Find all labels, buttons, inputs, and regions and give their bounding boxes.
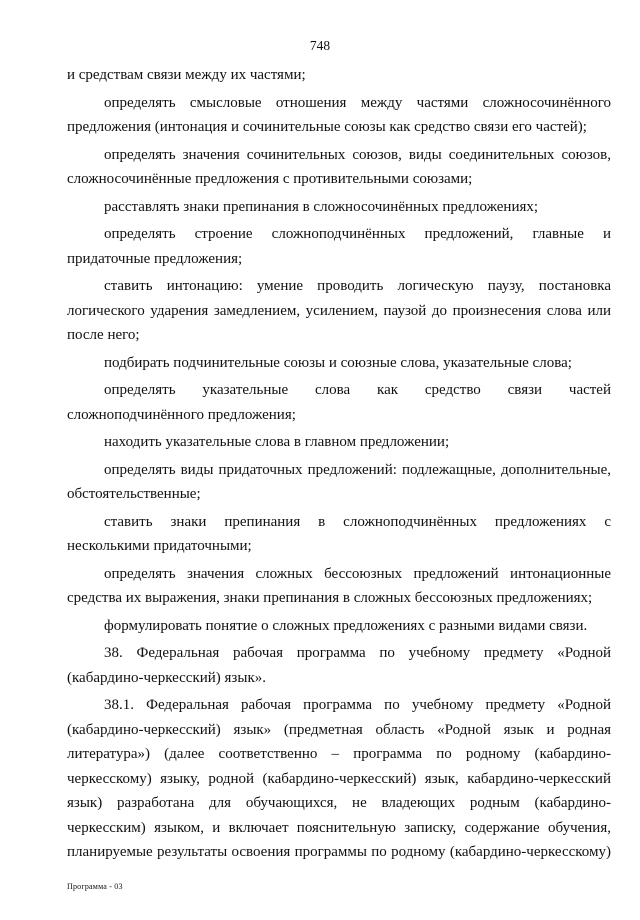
paragraph: ставить интонацию: умение проводить логическую паузу, постановка логического ударения замедлением, усилением, паузой до произнесения слова или после него; xyxy=(67,278,611,343)
paragraph: определять значения сложных бессоюзных предложений интонационные средства их выражения, знаки препинания в сложных бессоюзных предложениях; xyxy=(67,565,611,606)
paragraph: подбирать подчинительные союзы и союзные слова, указательные слова; xyxy=(104,354,572,371)
paragraph: и средствам связи между их частями; xyxy=(67,67,306,83)
section-heading: 38. Федеральная рабочая программа по учебному предмету «Родной (кабардино-черкесский) язык». xyxy=(67,645,611,686)
paragraph: находить указательные слова в главном предложении; xyxy=(104,434,450,450)
footer-label: Программа - 03 xyxy=(67,882,123,891)
body-text xyxy=(67,63,611,868)
page-number: 748 xyxy=(309,38,331,53)
paragraph: формулировать понятие о сложных предложениях с разными видами связи. xyxy=(104,617,588,634)
paragraph: определять смысловые отношения между частями сложносочинённого предложения (интонация и сочинительные союзы как средство связи его частей); xyxy=(67,94,611,135)
paragraph: расставлять знаки препинания в сложносочинённых предложениях; xyxy=(104,198,539,215)
paragraph: определять указательные слова как средство связи частей сложноподчинённого предложения; xyxy=(67,382,611,423)
paragraph: 38.1. Федеральная рабочая программа по учебному предмету «Родной (кабардино-черкесский) язык» (предметная область «Родной язык и родная литература») (далее соответственно – программа по родному (кабардино-черкесскому) языку, родной (кабардино-черкесский) язык, кабардино-черкесский язык) разработана для обучающихся, не владеющих родным (кабардино-черкесским) языком, и включает пояснительную записку, содержание обучения, планируемые результаты освоения программы по родному (кабардино-черкесскому) xyxy=(67,697,611,860)
paragraph: определять строение сложноподчинённых предложений, главные и придаточные предложения; xyxy=(67,226,611,267)
paragraph: ставить знаки препинания в сложноподчинённых предложениях с несколькими придаточными; xyxy=(67,513,611,554)
paragraph: определять виды придаточных предложений: подлежащные, дополнительные, обстоятельственные; xyxy=(67,461,611,502)
paragraph: определять значения сочинительных союзов, виды соединительных союзов, сложносочинённые предложения с противительными союзами; xyxy=(67,146,611,187)
